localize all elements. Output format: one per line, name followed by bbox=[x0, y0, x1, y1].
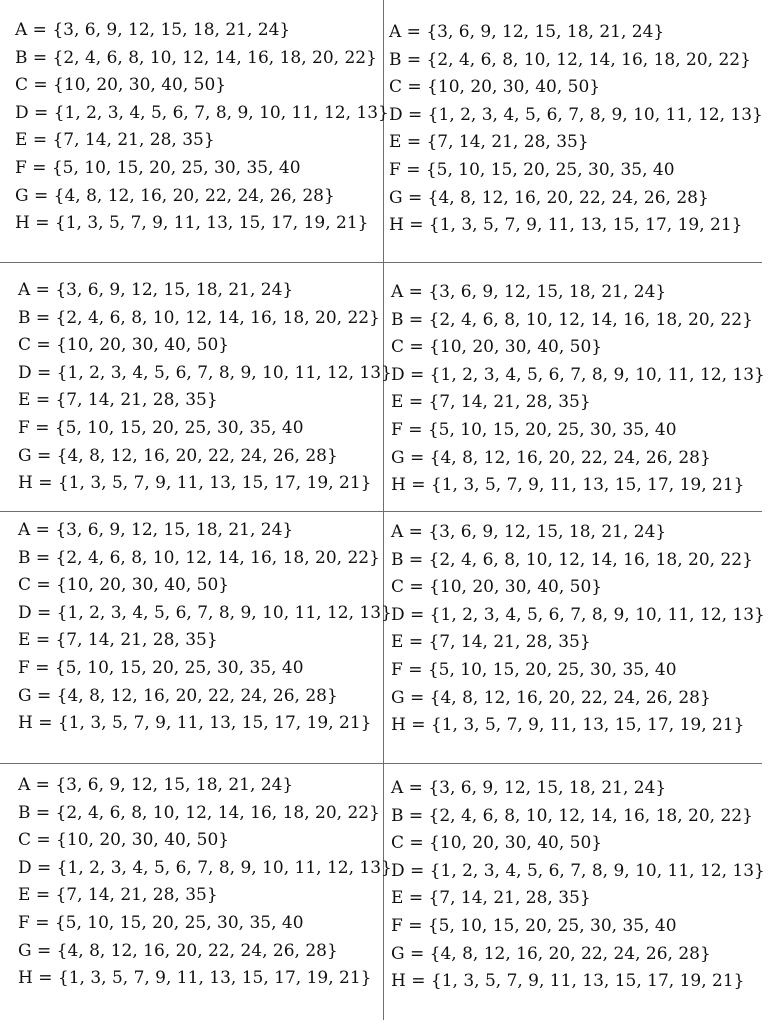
set-card bbox=[391, 775, 765, 996]
set-line-g: G = {4, 8, 12, 16, 20, 22, 24, 26, 28} bbox=[389, 187, 709, 208]
set-line-f: F = {5, 10, 15, 20, 25, 30, 35, 40 bbox=[18, 912, 304, 933]
set-line-a: A = {3, 6, 9, 12, 15, 18, 21, 24} bbox=[18, 280, 294, 300]
set-line-g: G = {4, 8, 12, 16, 20, 22, 24, 26, 28} bbox=[391, 943, 711, 964]
set-line-h: H = {1, 3, 5, 7, 9, 11, 13, 15, 17, 19, 21} bbox=[18, 968, 372, 989]
set-line-c: C = {10, 20, 30, 40, 50} bbox=[18, 575, 230, 596]
set-line-g: G = {4, 8, 12, 16, 20, 22, 24, 26, 28} bbox=[18, 940, 338, 961]
set-line-b: B = {2, 4, 6, 8, 10, 12, 14, 16, 18, 20, 22} bbox=[391, 309, 753, 330]
set-line-a: A = {3, 6, 9, 12, 15, 18, 21, 24} bbox=[15, 20, 291, 40]
set-line-f: F = {5, 10, 15, 20, 25, 30, 35, 40 bbox=[391, 915, 677, 936]
set-line-c: C = {10, 20, 30, 40, 50} bbox=[15, 75, 227, 96]
set-line-e: E = {7, 14, 21, 28, 35} bbox=[18, 390, 218, 411]
set-line-e: E = {7, 14, 21, 28, 35} bbox=[18, 885, 218, 906]
set-line-e: E = {7, 14, 21, 28, 35} bbox=[391, 392, 591, 413]
horizontal-divider-3 bbox=[0, 763, 762, 764]
set-line-d: D = {1, 2, 3, 4, 5, 6, 7, 8, 9, 10, 11, 12, 13} bbox=[18, 602, 392, 623]
set-line-e: E = {7, 14, 21, 28, 35} bbox=[15, 130, 215, 151]
set-line-d: D = {1, 2, 3, 4, 5, 6, 7, 8, 9, 10, 11, 12, 13} bbox=[18, 857, 392, 878]
set-line-g: G = {4, 8, 12, 16, 20, 22, 24, 26, 28} bbox=[391, 447, 711, 468]
set-card bbox=[389, 19, 763, 240]
set-card bbox=[15, 17, 389, 238]
set-line-e: E = {7, 14, 21, 28, 35} bbox=[391, 888, 591, 909]
set-line-g: G = {4, 8, 12, 16, 20, 22, 24, 26, 28} bbox=[391, 687, 711, 708]
set-card bbox=[391, 519, 765, 740]
set-line-b: B = {2, 4, 6, 8, 10, 12, 14, 16, 18, 20, 22} bbox=[18, 802, 380, 823]
set-line-c: C = {10, 20, 30, 40, 50} bbox=[391, 833, 603, 854]
set-line-h: H = {1, 3, 5, 7, 9, 11, 13, 15, 17, 19, 21} bbox=[18, 713, 372, 734]
set-line-e: E = {7, 14, 21, 28, 35} bbox=[18, 630, 218, 651]
set-line-d: D = {1, 2, 3, 4, 5, 6, 7, 8, 9, 10, 11, 12, 13} bbox=[391, 860, 765, 881]
set-line-f: F = {5, 10, 15, 20, 25, 30, 35, 40 bbox=[389, 159, 675, 180]
set-card bbox=[18, 277, 392, 498]
set-line-d: D = {1, 2, 3, 4, 5, 6, 7, 8, 9, 10, 11, 12, 13} bbox=[389, 104, 763, 125]
set-line-h: H = {1, 3, 5, 7, 9, 11, 13, 15, 17, 19, 21} bbox=[391, 715, 745, 736]
set-line-b: B = {2, 4, 6, 8, 10, 12, 14, 16, 18, 20, 22} bbox=[15, 47, 377, 68]
set-line-e: E = {7, 14, 21, 28, 35} bbox=[391, 632, 591, 653]
set-line-f: F = {5, 10, 15, 20, 25, 30, 35, 40 bbox=[18, 417, 304, 438]
set-line-f: F = {5, 10, 15, 20, 25, 30, 35, 40 bbox=[391, 419, 677, 440]
set-line-h: H = {1, 3, 5, 7, 9, 11, 13, 15, 17, 19, 21} bbox=[391, 971, 745, 992]
set-line-c: C = {10, 20, 30, 40, 50} bbox=[389, 77, 601, 98]
set-line-b: B = {2, 4, 6, 8, 10, 12, 14, 16, 18, 20, 22} bbox=[389, 49, 751, 70]
set-line-b: B = {2, 4, 6, 8, 10, 12, 14, 16, 18, 20, 22} bbox=[391, 549, 753, 570]
set-line-a: A = {3, 6, 9, 12, 15, 18, 21, 24} bbox=[391, 778, 667, 798]
set-line-b: B = {2, 4, 6, 8, 10, 12, 14, 16, 18, 20, 22} bbox=[391, 805, 753, 826]
set-line-d: D = {1, 2, 3, 4, 5, 6, 7, 8, 9, 10, 11, 12, 13} bbox=[18, 362, 392, 383]
set-card bbox=[18, 517, 392, 738]
set-line-c: C = {10, 20, 30, 40, 50} bbox=[18, 830, 230, 851]
set-line-f: F = {5, 10, 15, 20, 25, 30, 35, 40 bbox=[18, 657, 304, 678]
set-line-e: E = {7, 14, 21, 28, 35} bbox=[389, 132, 589, 153]
set-line-h: H = {1, 3, 5, 7, 9, 11, 13, 15, 17, 19, 21} bbox=[389, 215, 743, 236]
set-line-d: D = {1, 2, 3, 4, 5, 6, 7, 8, 9, 10, 11, 12, 13} bbox=[391, 604, 765, 625]
set-line-d: D = {1, 2, 3, 4, 5, 6, 7, 8, 9, 10, 11, 12, 13} bbox=[15, 102, 389, 123]
set-line-h: H = {1, 3, 5, 7, 9, 11, 13, 15, 17, 19, 21} bbox=[15, 213, 369, 234]
set-card bbox=[391, 279, 765, 500]
set-line-b: B = {2, 4, 6, 8, 10, 12, 14, 16, 18, 20, 22} bbox=[18, 307, 380, 328]
set-line-g: G = {4, 8, 12, 16, 20, 22, 24, 26, 28} bbox=[15, 185, 335, 206]
set-line-d: D = {1, 2, 3, 4, 5, 6, 7, 8, 9, 10, 11, 12, 13} bbox=[391, 364, 765, 385]
set-line-g: G = {4, 8, 12, 16, 20, 22, 24, 26, 28} bbox=[18, 685, 338, 706]
set-line-b: B = {2, 4, 6, 8, 10, 12, 14, 16, 18, 20, 22} bbox=[18, 547, 380, 568]
horizontal-divider-1 bbox=[0, 262, 762, 263]
set-line-f: F = {5, 10, 15, 20, 25, 30, 35, 40 bbox=[15, 157, 301, 178]
set-line-a: A = {3, 6, 9, 12, 15, 18, 21, 24} bbox=[389, 22, 665, 42]
set-line-c: C = {10, 20, 30, 40, 50} bbox=[391, 577, 603, 598]
set-line-a: A = {3, 6, 9, 12, 15, 18, 21, 24} bbox=[18, 775, 294, 795]
set-line-h: H = {1, 3, 5, 7, 9, 11, 13, 15, 17, 19, 21} bbox=[18, 473, 372, 494]
horizontal-divider-2 bbox=[0, 511, 762, 512]
set-line-a: A = {3, 6, 9, 12, 15, 18, 21, 24} bbox=[391, 282, 667, 302]
set-line-c: C = {10, 20, 30, 40, 50} bbox=[18, 335, 230, 356]
set-line-f: F = {5, 10, 15, 20, 25, 30, 35, 40 bbox=[391, 659, 677, 680]
set-line-a: A = {3, 6, 9, 12, 15, 18, 21, 24} bbox=[18, 520, 294, 540]
set-line-h: H = {1, 3, 5, 7, 9, 11, 13, 15, 17, 19, 21} bbox=[391, 475, 745, 496]
set-line-a: A = {3, 6, 9, 12, 15, 18, 21, 24} bbox=[391, 522, 667, 542]
set-line-c: C = {10, 20, 30, 40, 50} bbox=[391, 337, 603, 358]
set-card bbox=[18, 772, 392, 993]
set-line-g: G = {4, 8, 12, 16, 20, 22, 24, 26, 28} bbox=[18, 445, 338, 466]
